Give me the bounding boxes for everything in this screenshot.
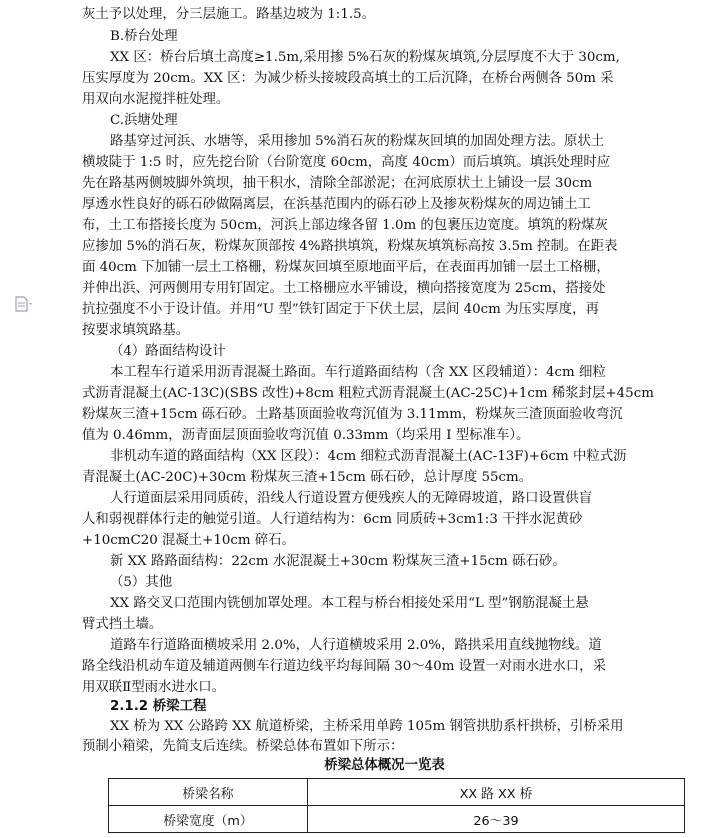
table-cell: XX 路 XX 桥 [308, 779, 685, 806]
body-text-line: 人行道面层采用同质砖，沿线人行道设置方便残疾人的无障碍坡道，路口设置供盲 [110, 491, 593, 506]
body-text-line: 灰土予以处理，分三层施工。路基边坡为 1:1.5。 [82, 7, 376, 22]
body-text-line: 式沥青混凝土(AC-13C)(SBS 改性)+8cm 粗粒式沥青混凝土(AC-25C)+1cm 稀浆封层+45cm [82, 386, 654, 401]
body-text-line: 并伸出浜、河两侧用专用钉固定。土工格栅应水平铺设，横向搭接宽度为 25cm，搭接处 [82, 281, 606, 296]
body-text-line: 新 XX 路路面结构：22cm 水泥混凝土+30cm 粉煤灰三渣+15cm 砾石砂。 [110, 554, 566, 569]
body-text-line: 按要求填筑路基。 [82, 323, 190, 338]
body-text-line: 臂式挡土墙。 [82, 617, 163, 632]
body-text-line: 本工程车行道采用沥青混凝土路面。车行道路面结构（含 XX 区段辅道）：4cm 细粒 [110, 365, 606, 380]
body-text-line: XX 区：桥台后填土高度≥1.5m,采用掺 5%石灰的粉煤灰填筑,分层厚度不大于 30cm, [110, 50, 620, 65]
body-text-line: 预制小箱梁，先简支后连续。桥梁总体布置如下所示： [82, 739, 404, 754]
table-row [109, 779, 685, 806]
body-text-line: 先在路基两侧坡脚外筑坝，抽干积水，清除全部淤泥；在河底原状土上铺设一层 30cm [82, 176, 593, 191]
document-icon [14, 296, 34, 312]
section-heading-bridge: 2.1.2 桥梁工程 [110, 699, 207, 714]
body-text-line: 横坡陡于 1:5 时，应先挖台阶（台阶宽度 60cm，高度 40cm）而后填筑。填浜处理时应 [82, 155, 611, 170]
table-caption: 桥梁总体概况一览表 [324, 757, 445, 773]
subheading-bridge-abutment: B.桥台处理 [110, 29, 178, 44]
body-text-line: 用双向水泥搅拌桩处理。 [82, 92, 230, 107]
subheading-other: （5）其他 [110, 575, 173, 590]
subheading-pavement-design: （4）路面结构设计 [110, 344, 226, 359]
body-text-line: 路全线沿机动车道及辅道两侧车行道边线平均每间隔 30～40m 设置一对雨水进水口，采 [82, 659, 606, 674]
body-text-line: 抗拉强度不小于设计值。并用“U 型”铁钉固定于下伏土层，层间 40cm 为压实厚度，再 [82, 302, 599, 317]
body-text-line: 值为 0.46mm，沥青面层顶面验收弯沉值 0.33mm（均采用 I 型标准车）。 [82, 428, 530, 443]
body-text-line: 用双联Ⅱ型雨水进水口。 [82, 680, 226, 695]
table-cell: 桥梁宽度（m） [109, 806, 308, 833]
body-text-line: 人和弱视群体行走的触觉引道。人行道结构为：6cm 同质砖+3cm1:3 干拌水泥黄砂 [82, 512, 583, 527]
body-text-line: 压实厚度为 20cm。XX 区：为减少桥头接坡段高填土的工后沉降，在桥台两侧各 50m 采 [82, 71, 614, 86]
body-text-line: +10cmC20 混凝土+10cm 碎石。 [82, 533, 296, 548]
subheading-pond-treatment: C.浜塘处理 [110, 113, 178, 128]
body-text-line: 粉煤灰三渣+15cm 砾石砂。土路基顶面验收弯沉值为 3.11mm，粉煤灰三渣顶面验收弯沉 [82, 407, 623, 422]
table-cell: 26～39 [308, 806, 685, 833]
body-text-line: 布，土工布搭接长度为 50cm，河浜上部边缘各留 1.0m 的包裹压边宽度。填筑的粉煤灰 [82, 218, 608, 233]
body-text-line: 面 40cm 下加铺一层土工格栅，粉煤灰回填至原地面平后，在表面再加铺一层土工格栅， [82, 260, 610, 275]
table-cell: 桥梁名称 [109, 779, 308, 806]
body-text-line: XX 桥为 XX 公路跨 XX 航道桥梁，主桥采用单跨 105m 钢管拱肋系杆拱桥，引桥采用 [110, 719, 624, 734]
bridge-overview-table [108, 778, 685, 833]
body-text-line: 道路车行道路面横坡采用 2.0%，人行道横坡采用 2.0%，路拱采用直线抛物线。道 [110, 638, 602, 653]
body-text-line: 应掺加 5%的消石灰，粉煤灰顶部按 4%路拱填筑，粉煤灰填筑标高按 3.5m 控制。在距表 [82, 239, 618, 254]
body-text-line: 青混凝土(AC-20C)+30cm 粉煤灰三渣+15cm 砾石砂，总计厚度 55cm。 [82, 470, 533, 485]
body-text-line: 路基穿过河浜、水塘等，采用掺加 5%消石灰的粉煤灰回填的加固处理方法。原状土 [110, 134, 605, 149]
body-text-line: 厚透水性良好的砾石砂做隔离层，在浜基范围内的砾石砂上及掺灰粉煤灰的周边铺土工 [82, 197, 591, 212]
table-row [109, 806, 685, 833]
body-text-line: 非机动车道的路面结构（XX 区段）：4cm 细粒式沥青混凝土(AC-13F)+6cm 中粒式沥 [110, 449, 627, 464]
body-text-line: XX 路交叉口范围内铣刨加罩处理。本工程与桥台相接处采用“L 型”钢筋混凝土悬 [110, 596, 589, 611]
